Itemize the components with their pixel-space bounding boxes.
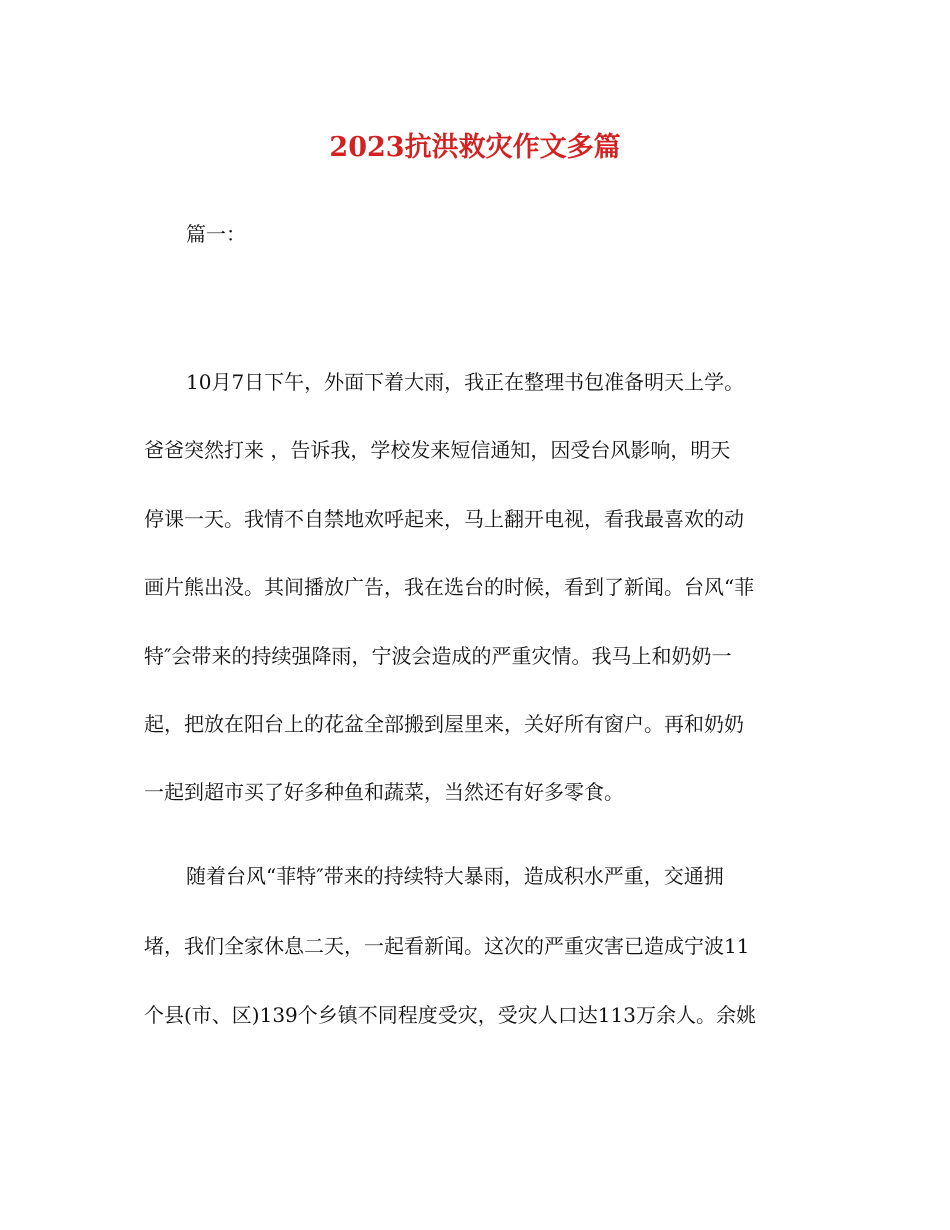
paragraph-1-line-5: 特″会带来的持续强降雨，宁波会造成的严重灾情。我马上和奶奶一 — [144, 644, 732, 668]
paragraph-2-line-2: 堵，我们全家休息二天，一起看新闻。这次的严重灾害已造成宁波11 — [144, 934, 750, 958]
paragraph-1-line-2: 爸爸突然打来 ，告诉我，学校发来短信通知，因受台风影响，明天 — [144, 438, 731, 462]
section-label: 篇一： — [186, 222, 246, 246]
paragraph-2-line-3: 个县(市、区)139个乡镇不同程度受灾，受灾人口达113万余人。余姚 — [144, 1003, 756, 1027]
paragraph-1-line-6: 起，把放在阳台上的花盆全部搬到屋里来，关好所有窗户。再和奶奶 — [144, 712, 744, 736]
document-title: 2023抗洪救灾作文多篇 — [329, 132, 621, 163]
paragraph-2-line-1: 随着台风“菲特″带来的持续特大暴雨，造成积水严重，交通拥 — [186, 864, 724, 888]
paragraph-1-line-3: 停课一天。我情不自禁地欢呼起来，马上翻开电视，看我最喜欢的动 — [144, 507, 744, 531]
paragraph-1-line-1: 10月7日下午，外面下着大雨，我正在整理书包准备明天上学。 — [186, 370, 745, 394]
paragraph-1-line-7: 一起到超市买了好多种鱼和蔬菜，当然还有好多零食。 — [144, 780, 624, 804]
paragraph-1-line-4: 画片熊出没。其间播放广告，我在选台的时候，看到了新闻。台风“菲 — [144, 575, 755, 599]
